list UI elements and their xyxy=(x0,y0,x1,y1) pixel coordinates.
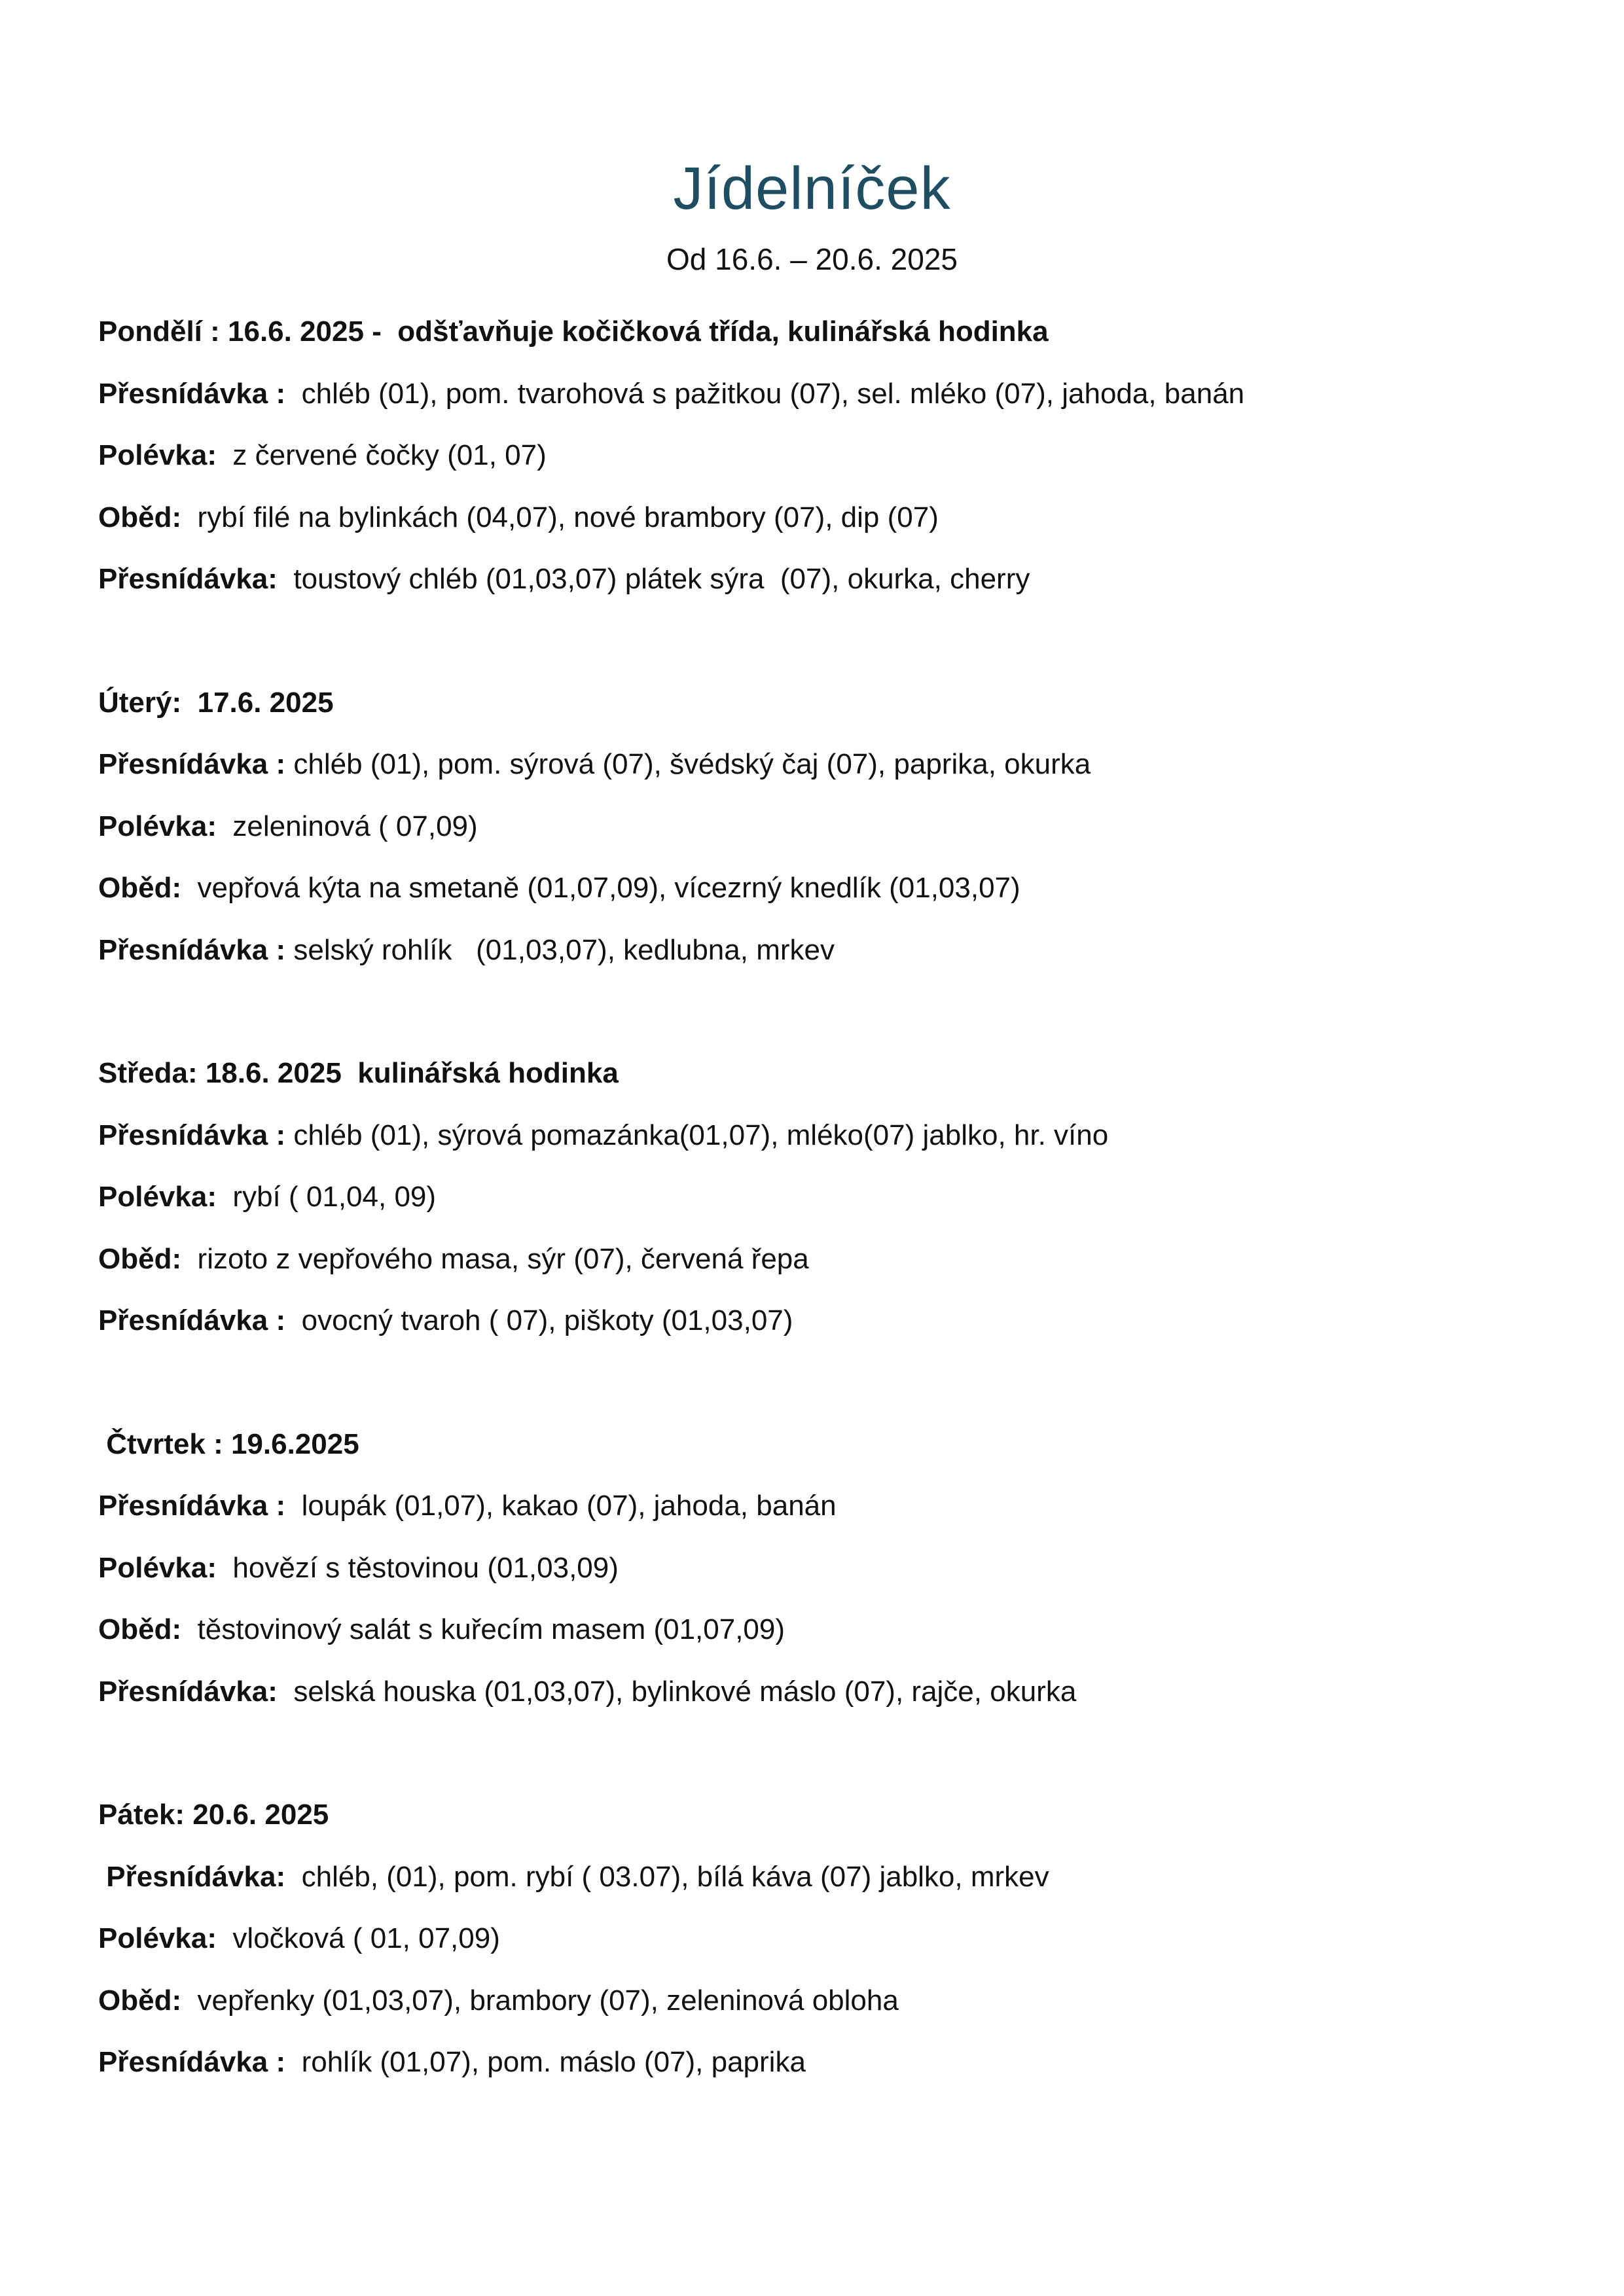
day-heading: Středa: 18.6. 2025 kulinářská hodinka xyxy=(98,1057,619,1089)
meal-soup xyxy=(98,1908,1538,1970)
meal-label: Oběd: xyxy=(98,501,182,533)
meal-text: rybí filé na bylinkách (04,07), nové brambory (07), dip (07) xyxy=(181,501,939,533)
meal-snack-morning xyxy=(98,734,1538,796)
day-tuesday xyxy=(98,672,1538,982)
meal-snack-morning xyxy=(98,1846,1538,1909)
meal-label: Polévka: xyxy=(98,1922,217,1954)
day-heading: Úterý: 17.6. 2025 xyxy=(98,686,334,719)
meal-snack-morning xyxy=(98,1475,1538,1537)
date-range: Od 16.6. – 20.6. 2025 xyxy=(666,242,958,276)
meal-text: loupák (01,07), kakao (07), jahoda, banán xyxy=(285,1490,837,1522)
meal-lunch xyxy=(98,487,1538,549)
meal-soup xyxy=(98,425,1538,487)
meal-label: Přesnídávka : xyxy=(98,1304,286,1336)
meal-snack-morning xyxy=(98,1105,1538,1167)
weekly-menu xyxy=(98,301,1538,2155)
meal-text: toustový chléb (01,03,07) plátek sýra (07), okurka, cherry xyxy=(277,563,1030,595)
meal-text: hovězí s těstovinou (01,03,09) xyxy=(216,1551,619,1584)
meal-text: vločková ( 01, 07,09) xyxy=(216,1922,500,1954)
meal-lunch xyxy=(98,1970,1538,2032)
meal-text: chléb (01), sýrová pomazánka(01,07), mléko(07) jablko, hr. víno xyxy=(285,1119,1109,1151)
meal-label: Přesnídávka : xyxy=(98,748,286,780)
page-title: Jídelníček xyxy=(673,155,951,222)
meal-label: Přesnídávka: xyxy=(98,1860,286,1893)
day-wednesday xyxy=(98,1043,1538,1352)
meal-text: těstovinový salát s kuřecím masem (01,07,09) xyxy=(181,1613,785,1645)
day-monday xyxy=(98,301,1538,611)
meal-label: Polévka: xyxy=(98,439,217,471)
meal-snack-afternoon xyxy=(98,1290,1538,1352)
day-friday xyxy=(98,1784,1538,2094)
meal-text: rybí ( 01,04, 09) xyxy=(216,1181,437,1213)
day-heading: Pátek: 20.6. 2025 xyxy=(98,1799,329,1831)
meal-label: Polévka: xyxy=(98,1551,217,1584)
meal-label: Přesnídávka : xyxy=(98,2046,286,2078)
meal-lunch xyxy=(98,1599,1538,1661)
meal-lunch xyxy=(98,1229,1538,1291)
day-heading: Čtvrtek : 19.6.2025 xyxy=(98,1427,359,1460)
meal-soup xyxy=(98,796,1538,858)
day-heading: Pondělí : 16.6. 2025 - odšťavňuje kočičková třída, kulinářská hodinka xyxy=(98,315,1049,348)
meal-label: Přesnídávka: xyxy=(98,563,278,595)
meal-label: Oběd: xyxy=(98,1984,182,2017)
meal-text: chléb (01), pom. tvarohová s pažitkou (07), sel. mléko (07), jahoda, banán xyxy=(285,377,1245,410)
meal-lunch xyxy=(98,857,1538,920)
meal-snack-afternoon xyxy=(98,548,1538,611)
meal-label: Oběd: xyxy=(98,1613,182,1645)
meal-text: chléb (01), pom. sýrová (07), švédský čaj (07), paprika, okurka xyxy=(285,748,1091,780)
meal-label: Přesnídávka : xyxy=(98,1490,286,1522)
meal-text: vepřová kýta na smetaně (01,07,09), vícezrný knedlík (01,03,07) xyxy=(181,872,1020,904)
meal-soup xyxy=(98,1537,1538,1600)
meal-text: chléb, (01), pom. rybí ( 03.07), bílá káva (07) jablko, mrkev xyxy=(285,1860,1049,1893)
meal-snack-afternoon xyxy=(98,920,1538,982)
meal-text: rohlík (01,07), pom. máslo (07), paprika xyxy=(285,2046,806,2078)
meal-label: Přesnídávka : xyxy=(98,377,286,410)
meal-label: Oběd: xyxy=(98,1242,182,1275)
meal-label: Přesnídávka : xyxy=(98,933,286,966)
meal-label: Přesnídávka: xyxy=(98,1675,278,1708)
meal-text: zeleninová ( 07,09) xyxy=(216,810,478,842)
meal-text: vepřenky (01,03,07), brambory (07), zeleninová obloha xyxy=(181,1984,899,2017)
meal-label: Polévka: xyxy=(98,810,217,842)
meal-label: Oběd: xyxy=(98,872,182,904)
meal-snack-afternoon xyxy=(98,1661,1538,1723)
meal-text: rizoto z vepřového masa, sýr (07), červená řepa xyxy=(181,1242,809,1275)
meal-label: Přesnídávka : xyxy=(98,1119,286,1151)
meal-label: Polévka: xyxy=(98,1181,217,1213)
meal-snack-morning xyxy=(98,363,1538,425)
meal-text: ovocný tvaroh ( 07), piškoty (01,03,07) xyxy=(285,1304,793,1336)
meal-snack-afternoon xyxy=(98,2032,1538,2094)
meal-text: selský rohlík (01,03,07), kedlubna, mrkev xyxy=(285,933,835,966)
meal-text: z červené čočky (01, 07) xyxy=(216,439,547,471)
day-thursday xyxy=(98,1414,1538,1723)
meal-text: selská houska (01,03,07), bylinkové máslo (07), rajče, okurka xyxy=(277,1675,1077,1708)
meal-soup xyxy=(98,1166,1538,1229)
